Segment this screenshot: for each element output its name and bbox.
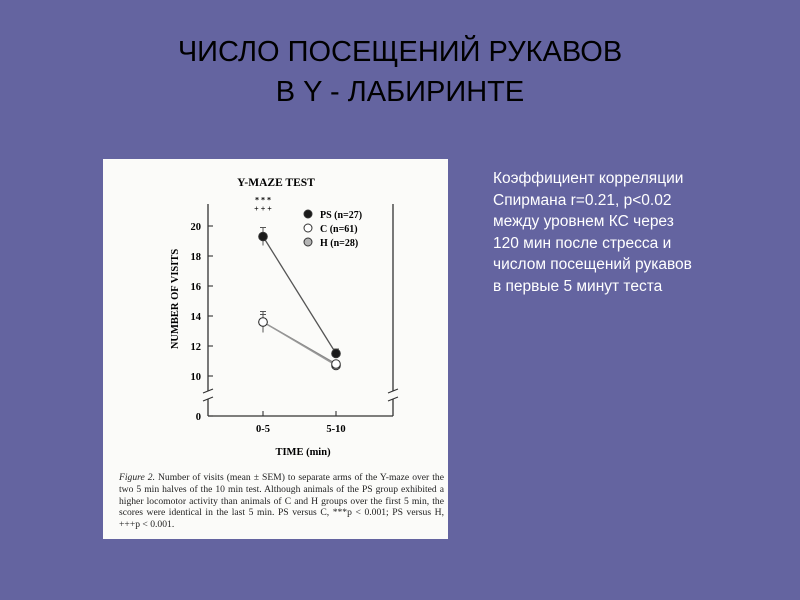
axes [191, 204, 399, 435]
y-axis-label: NUMBER OF VISITS [170, 248, 181, 350]
caption-text: Number of visits (mean ± SEM) to separate arms of the Y-maze over the two 5 min halves of the 10 min test. Although animals of the PS group exhibited a higher locomotor activity than animals of C and H groups over the first 5 min, the scores were identical in the last 5 min. PS versus C, ***p < 0.001; PS versus H, +++p < 0.001. [119, 472, 444, 531]
legend-label: H (n=28) [320, 238, 359, 249]
note-line: 120 мин после стресса и [493, 234, 672, 252]
legend [304, 210, 362, 249]
y-tick-label: 18 [190, 252, 201, 263]
slide-title-line1: ЧИСЛО ПОСЕЩЕНИЙ РУКАВОВ [177, 36, 623, 68]
x-axis-label: TIME (min) [275, 447, 331, 458]
slide-title [0, 32, 800, 112]
x-tick-label: 5-10 [326, 424, 346, 435]
note-line: Спирмана r=0.21, p<0.02 [493, 191, 672, 209]
data-point [332, 360, 341, 369]
y-tick-label: 0 [195, 412, 201, 423]
note-line: в первые 5 минут теста [493, 277, 663, 295]
note-line: числом посещений рукавов [493, 256, 692, 273]
significance-line: * * * [255, 195, 271, 205]
legend-marker [304, 210, 312, 218]
legend-marker [304, 238, 312, 246]
caption-label: Figure 2. [119, 472, 155, 483]
legend-marker [304, 224, 312, 232]
figure-caption [119, 472, 444, 531]
correlation-note [493, 168, 783, 297]
legend-label: PS (n=27) [320, 210, 363, 221]
legend-label: C (n=61) [320, 224, 358, 235]
slide-title-line2: В Y - ЛАБИРИНТЕ [275, 76, 525, 108]
figure-panel [103, 159, 448, 539]
significance-marks [254, 196, 272, 214]
y-maze-chart [103, 159, 448, 469]
y-tick-label: 10 [190, 372, 201, 383]
series-layer [254, 196, 340, 370]
y-tick-label: 12 [190, 342, 201, 353]
note-line: Коэффициент корреляции [493, 170, 684, 187]
y-tick-label: 16 [190, 282, 201, 293]
data-point [259, 318, 268, 327]
x-tick-label: 0-5 [256, 424, 270, 435]
y-tick-label: 14 [190, 312, 201, 323]
data-point [332, 349, 341, 358]
chart-title: Y-MAZE TEST [237, 177, 315, 189]
significance-line: + + + [254, 204, 272, 214]
series-line [263, 322, 336, 366]
data-point [259, 232, 268, 241]
note-line: между уровнем КС через [493, 213, 674, 230]
y-tick-label: 20 [190, 222, 201, 233]
series-line [263, 237, 336, 354]
